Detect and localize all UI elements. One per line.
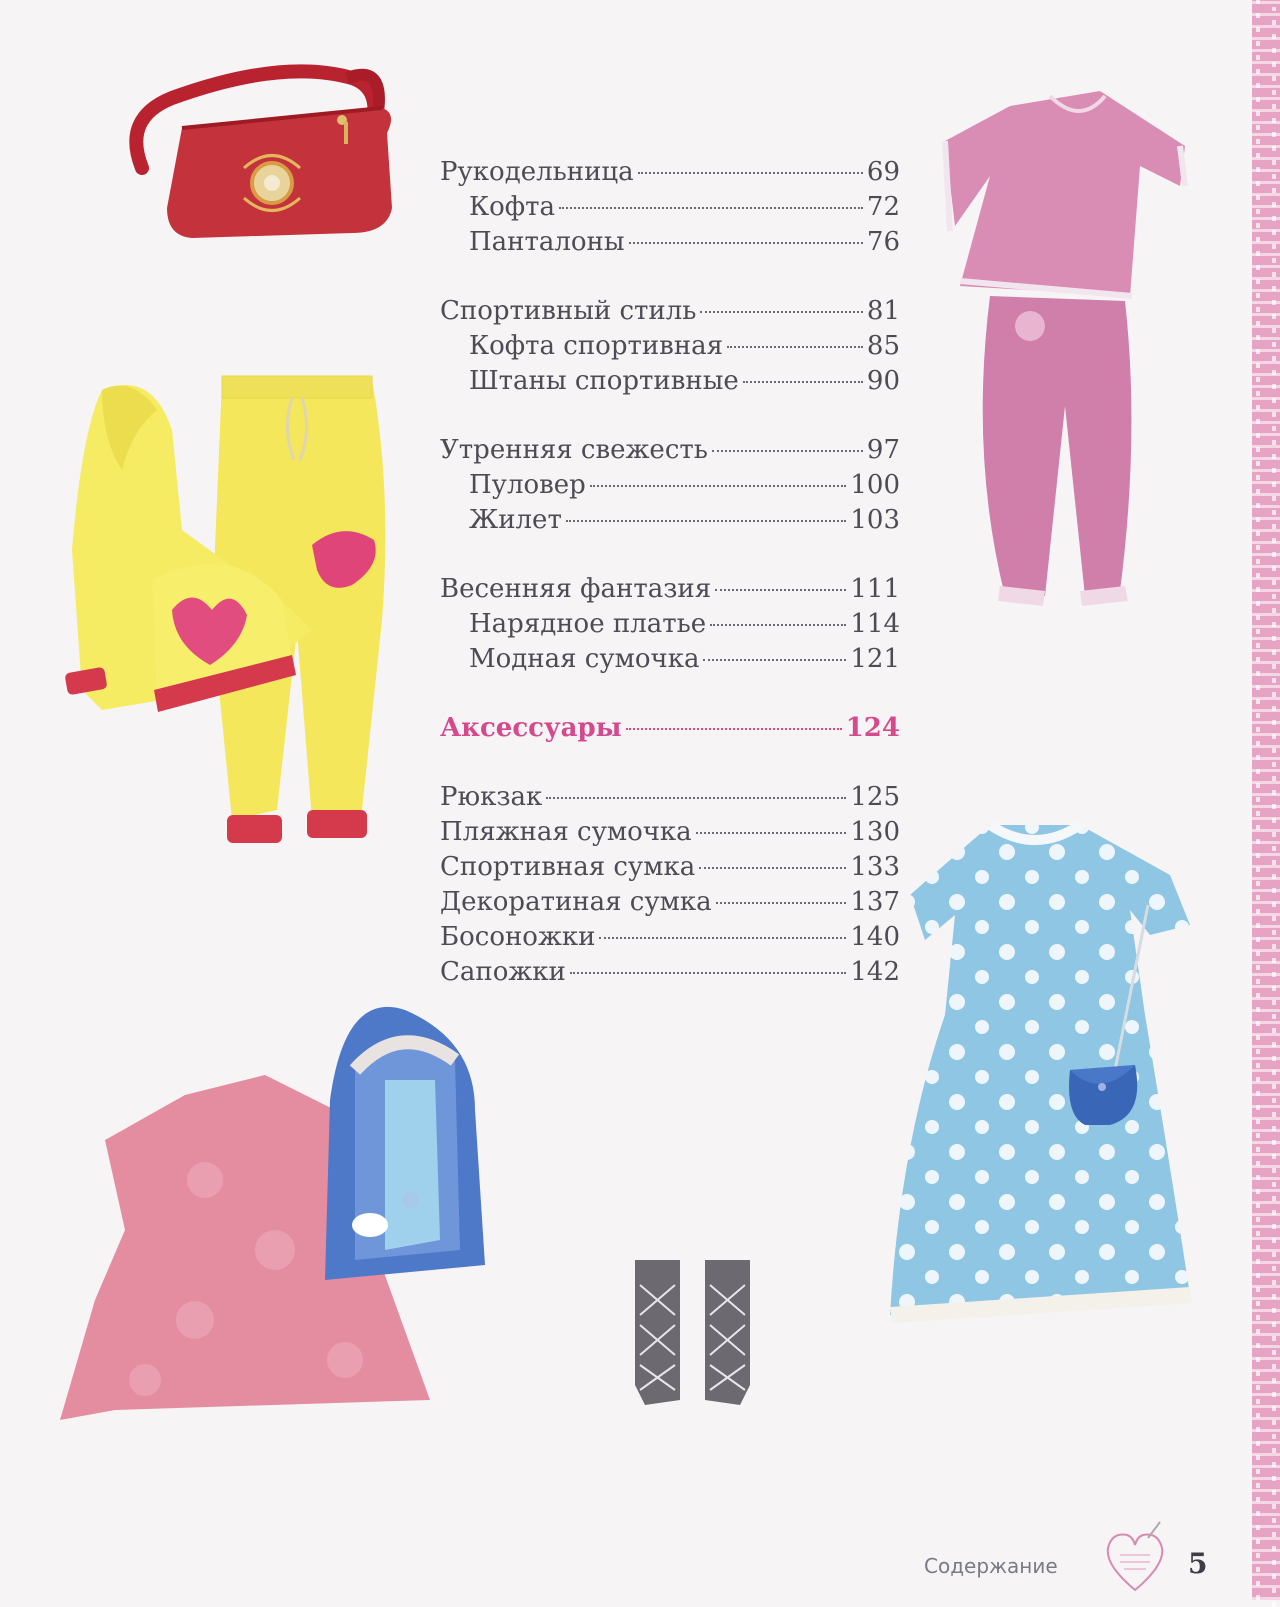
toc-section-title: Аксессуары: [440, 713, 622, 743]
toc-leader-dots: [599, 937, 846, 939]
toc-entry-page: 142: [850, 957, 900, 987]
toc-entry-title: Пляжная сумочка: [440, 817, 692, 847]
toc-leader-dots: [715, 589, 846, 591]
toc-entry[interactable]: [440, 192, 900, 227]
toc-entry-page: 103: [850, 505, 900, 535]
toc-entry[interactable]: [440, 157, 900, 192]
footer-section-label: Содержание: [924, 1554, 1058, 1578]
toc-entry-title: Жилет: [469, 505, 562, 535]
toc-entry-title: Декоратиная сумка: [440, 887, 712, 917]
toc-entry[interactable]: [440, 782, 900, 817]
toc-entry-title: Рюкзак: [440, 782, 543, 812]
toc-entry[interactable]: [440, 609, 900, 644]
toc-leader-dots: [743, 381, 863, 383]
toc-entry[interactable]: [440, 887, 900, 922]
toc-entry-title: Утренняя свежесть: [440, 435, 708, 465]
toc-entry-title: Спортивный стиль: [440, 296, 697, 326]
toc-entry[interactable]: [440, 296, 900, 331]
toc-entry[interactable]: [440, 852, 900, 887]
toc-entry-title: Кофта спортивная: [469, 331, 724, 361]
toc-group-morning-freshness: [440, 435, 900, 540]
toc-leader-dots: [638, 172, 863, 174]
toc-entry[interactable]: [440, 957, 900, 992]
toc-leader-dots: [703, 659, 846, 661]
toc-entry-page: 111: [850, 574, 900, 604]
toc-entry-page: 69: [866, 157, 900, 187]
toc-entry-page: 133: [850, 852, 900, 882]
pink-pajama-illustration: [940, 86, 1220, 646]
toc-entry-page: 114: [850, 609, 900, 639]
toc-leader-dots: [710, 624, 846, 626]
toc-leader-dots: [716, 902, 847, 904]
toc-leader-dots: [546, 797, 846, 799]
toc-entry-page: 81: [866, 296, 900, 326]
grey-boots-illustration: [625, 1255, 780, 1415]
table-of-contents: [440, 157, 900, 1026]
decorative-border-strip: [1252, 0, 1280, 1600]
heart-icon: [1100, 1520, 1170, 1595]
toc-entry-page: 76: [866, 227, 900, 257]
toc-leader-dots: [590, 485, 847, 487]
toc-group-accessories-heading: [440, 713, 900, 748]
blue-dress-illustration: [870, 815, 1210, 1350]
toc-section-heading[interactable]: [440, 713, 900, 748]
toc-entry-title: Панталоны: [469, 227, 625, 257]
toc-entry-page: 140: [850, 922, 900, 952]
toc-entry-page: 100: [850, 470, 900, 500]
toc-entry-page: 85: [866, 331, 900, 361]
toc-entry-title: Кофта: [469, 192, 556, 222]
toc-leader-dots: [700, 311, 862, 313]
toc-entry-title: Сапожки: [440, 957, 566, 987]
toc-entry[interactable]: [440, 470, 900, 505]
toc-entry-page: 130: [850, 817, 900, 847]
toc-entry[interactable]: [440, 435, 900, 470]
pink-coat-blue-vest-illustration: [55, 1000, 505, 1430]
toc-entry-title: Штаны спортивные: [469, 366, 739, 396]
toc-entry[interactable]: [440, 922, 900, 957]
toc-entry-title: Нарядное платье: [469, 609, 707, 639]
toc-group-rukodelnitsa: [440, 157, 900, 262]
toc-entry-title: Весенняя фантазия: [440, 574, 712, 604]
toc-leader-dots: [712, 450, 863, 452]
toc-entry[interactable]: [440, 644, 900, 679]
toc-leader-dots: [699, 867, 846, 869]
toc-group-sport-style: [440, 296, 900, 401]
toc-entry-page: 72: [866, 192, 900, 222]
toc-leader-dots: [696, 832, 847, 834]
toc-leader-dots: [570, 972, 846, 974]
toc-entry[interactable]: [440, 227, 900, 262]
toc-leader-dots: [626, 728, 842, 730]
toc-entry-title: Спортивная сумка: [440, 852, 696, 882]
toc-group-spring-fantasy: [440, 574, 900, 679]
toc-entry-title: Модная сумочка: [469, 644, 700, 674]
toc-leader-dots: [566, 520, 847, 522]
toc-leader-dots: [629, 242, 863, 244]
toc-entry-page: 97: [866, 435, 900, 465]
toc-entry-title: Босоножки: [440, 922, 596, 952]
toc-entry-title: Рукодельница: [440, 157, 634, 187]
toc-entry-page: 121: [850, 644, 900, 674]
toc-entry-page: 90: [866, 366, 900, 396]
red-handbag-illustration: [112, 58, 412, 258]
yellow-sport-suit-illustration: [62, 370, 412, 870]
toc-section-page: 124: [845, 713, 900, 743]
toc-entry[interactable]: [440, 574, 900, 609]
page-number: 5: [1188, 1547, 1208, 1580]
toc-entry-title: Пуловер: [469, 470, 586, 500]
toc-entry[interactable]: [440, 505, 900, 540]
toc-entry-page: 125: [850, 782, 900, 812]
toc-group-accessories: [440, 782, 900, 992]
toc-entry-page: 137: [850, 887, 900, 917]
toc-entry[interactable]: [440, 331, 900, 366]
toc-entry[interactable]: [440, 817, 900, 852]
toc-entry[interactable]: [440, 366, 900, 401]
toc-leader-dots: [727, 346, 863, 348]
toc-leader-dots: [559, 207, 863, 209]
